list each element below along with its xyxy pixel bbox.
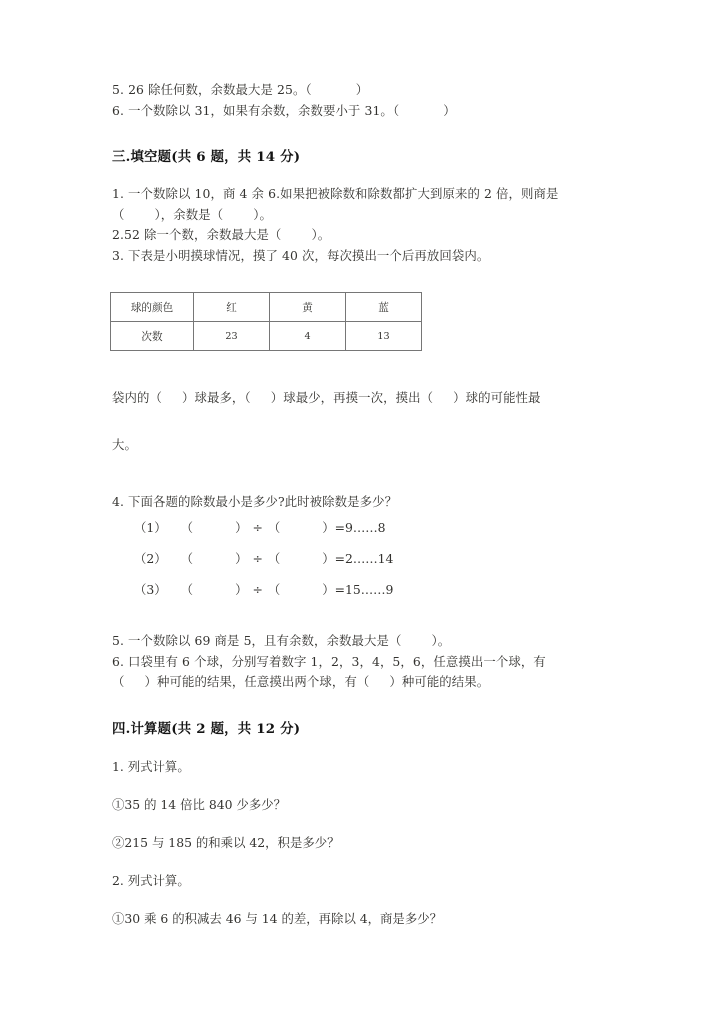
fill-q4-item-2-operator: ÷ <box>252 551 263 566</box>
fill-q2 <box>112 225 620 246</box>
judgement-item-6-number: 6. <box>112 102 125 118</box>
judgement-item-5 <box>112 80 620 101</box>
fill-q3-followup-d: ）球的可能性最 <box>453 390 541 405</box>
judgement-item-6 <box>112 101 620 122</box>
fill-q4-item-1-label: （1） <box>134 520 167 535</box>
fill-q2-text: 2.52 除一个数，余数最大是（ <box>112 227 282 242</box>
fill-q3-followup-c: ）球最少，再摸一次，摸出（ <box>270 390 434 405</box>
fill-q4-item-3 <box>112 574 620 605</box>
fill-q3-followup-line1 <box>112 387 620 408</box>
fill-q5 <box>112 631 620 652</box>
table-cell-count-label: 次数 <box>111 322 194 351</box>
fill-q4-item-1-operator: ÷ <box>252 520 263 535</box>
fill-q6-open: （ <box>112 674 125 689</box>
fill-q3-prompt: 3. 下表是小明摸球情况，摸了 40 次，每次摸出一个后再放回袋内。 <box>112 247 490 263</box>
fill-q3-followup-a: 袋内的（ <box>112 390 162 405</box>
fill-q4-item-2 <box>112 543 620 574</box>
table-cell-count-red: 23 <box>194 322 270 351</box>
fill-q4-item-3-label: （3） <box>134 582 167 597</box>
judgement-item-5-text: 26 除任何数，余数最大是 25。（ <box>128 82 312 97</box>
ball-draw-table <box>110 292 422 351</box>
section-heading-fill-in-blank: 三.填空题(共 6 题，共 14 分) <box>112 149 301 165</box>
fill-q4-item-1-close1: ） <box>235 520 248 535</box>
fill-q2-close: ）。 <box>311 227 331 242</box>
fill-q6-close: ）种可能的结果。 <box>389 674 490 689</box>
fill-q4-item-2-label: （2） <box>134 551 167 566</box>
judgement-item-6-close: ） <box>443 102 456 118</box>
fill-q4-item-1 <box>112 512 620 543</box>
fill-q1-open-paren: （ <box>112 206 125 222</box>
calc-q2-item-1: ①30 乘 6 的积减去 46 与 14 的差，再除以 4，商是多少？ <box>112 910 442 926</box>
fill-q4-item-3-result: =15……9 <box>334 582 394 597</box>
fill-q6-line1: 6. 口袋里有 6 个球，分别写着数字 1，2，3，4，5，6，任意摸出一个球，有 <box>112 653 546 669</box>
fill-q4-item-1-open1: （ <box>180 520 194 535</box>
table-cell-color-yellow: 黄 <box>270 293 346 322</box>
calc-q1-prompt: 1. 列式计算。 <box>112 758 190 774</box>
fill-q5-close: ）。 <box>431 633 451 648</box>
calc-q1-item-1: ①35 的 14 倍比 840 少多少？ <box>112 796 287 812</box>
table-cell-color-blue: 蓝 <box>346 293 422 322</box>
worksheet-content <box>112 80 620 929</box>
fill-q4-item-3-open2: （ <box>267 582 281 597</box>
fill-q4-prompt: 4. 下面各题的除数最小是多少?此时被除数是多少？ <box>112 494 398 509</box>
fill-q3-followup-b: ）球最多，（ <box>181 390 251 405</box>
table-row-counts <box>111 322 422 351</box>
fill-q1-mid: ），余数是（ <box>154 206 224 222</box>
calc-q2-prompt: 2. 列式计算。 <box>112 872 190 888</box>
table-cell-color-label: 球的颜色 <box>111 293 194 322</box>
table-row-colors <box>111 293 422 322</box>
table-cell-color-red: 红 <box>194 293 270 322</box>
fill-q4-item-1-close2: ） <box>322 520 335 535</box>
fill-q5-text: 5. 一个数除以 69 商是 5，且有余数，余数最大是（ <box>112 633 402 648</box>
section-heading-calculation: 四.计算题(共 2 题，共 12 分) <box>112 720 301 737</box>
fill-q4-item-1-open2: （ <box>267 520 281 535</box>
fill-q4-item-2-open2: （ <box>267 551 281 566</box>
fill-q4-item-3-close1: ） <box>235 582 248 597</box>
fill-q4-item-2-result: =2……14 <box>334 551 394 566</box>
fill-q1-close: ）。 <box>253 206 273 222</box>
fill-q4-item-1-result: =9……8 <box>334 520 386 535</box>
judgement-item-6-text: 一个数除以 31，如果有余数，余数要小于 31。（ <box>128 102 400 118</box>
fill-q1-line2 <box>112 205 620 226</box>
fill-q4-item-3-close2: ） <box>322 582 335 597</box>
table-cell-count-blue: 13 <box>346 322 422 351</box>
judgement-item-5-number: 5. <box>112 82 125 97</box>
fill-q4-item-2-close2: ） <box>322 551 335 566</box>
judgement-item-5-close: ） <box>355 82 369 97</box>
fill-q4-item-3-open1: （ <box>180 582 194 597</box>
fill-q4-item-2-open1: （ <box>180 551 194 566</box>
fill-q6-line2 <box>112 672 620 693</box>
fill-q4-item-3-operator: ÷ <box>252 582 263 597</box>
calc-q1-item-2: ②215 与 185 的和乘以 42，积是多少？ <box>112 834 340 850</box>
fill-q6-mid: ）种可能的结果，任意摸出两个球，有（ <box>144 674 370 689</box>
fill-q4-item-2-close1: ） <box>235 551 248 566</box>
table-cell-count-yellow: 4 <box>270 322 346 351</box>
fill-q1-line1: 1. 一个数除以 10，商 4 余 6.如果把被除数和除数都扩大到原来的 2 倍，则商是 <box>112 186 559 201</box>
fill-q3-followup-line2: 大。 <box>112 437 137 452</box>
